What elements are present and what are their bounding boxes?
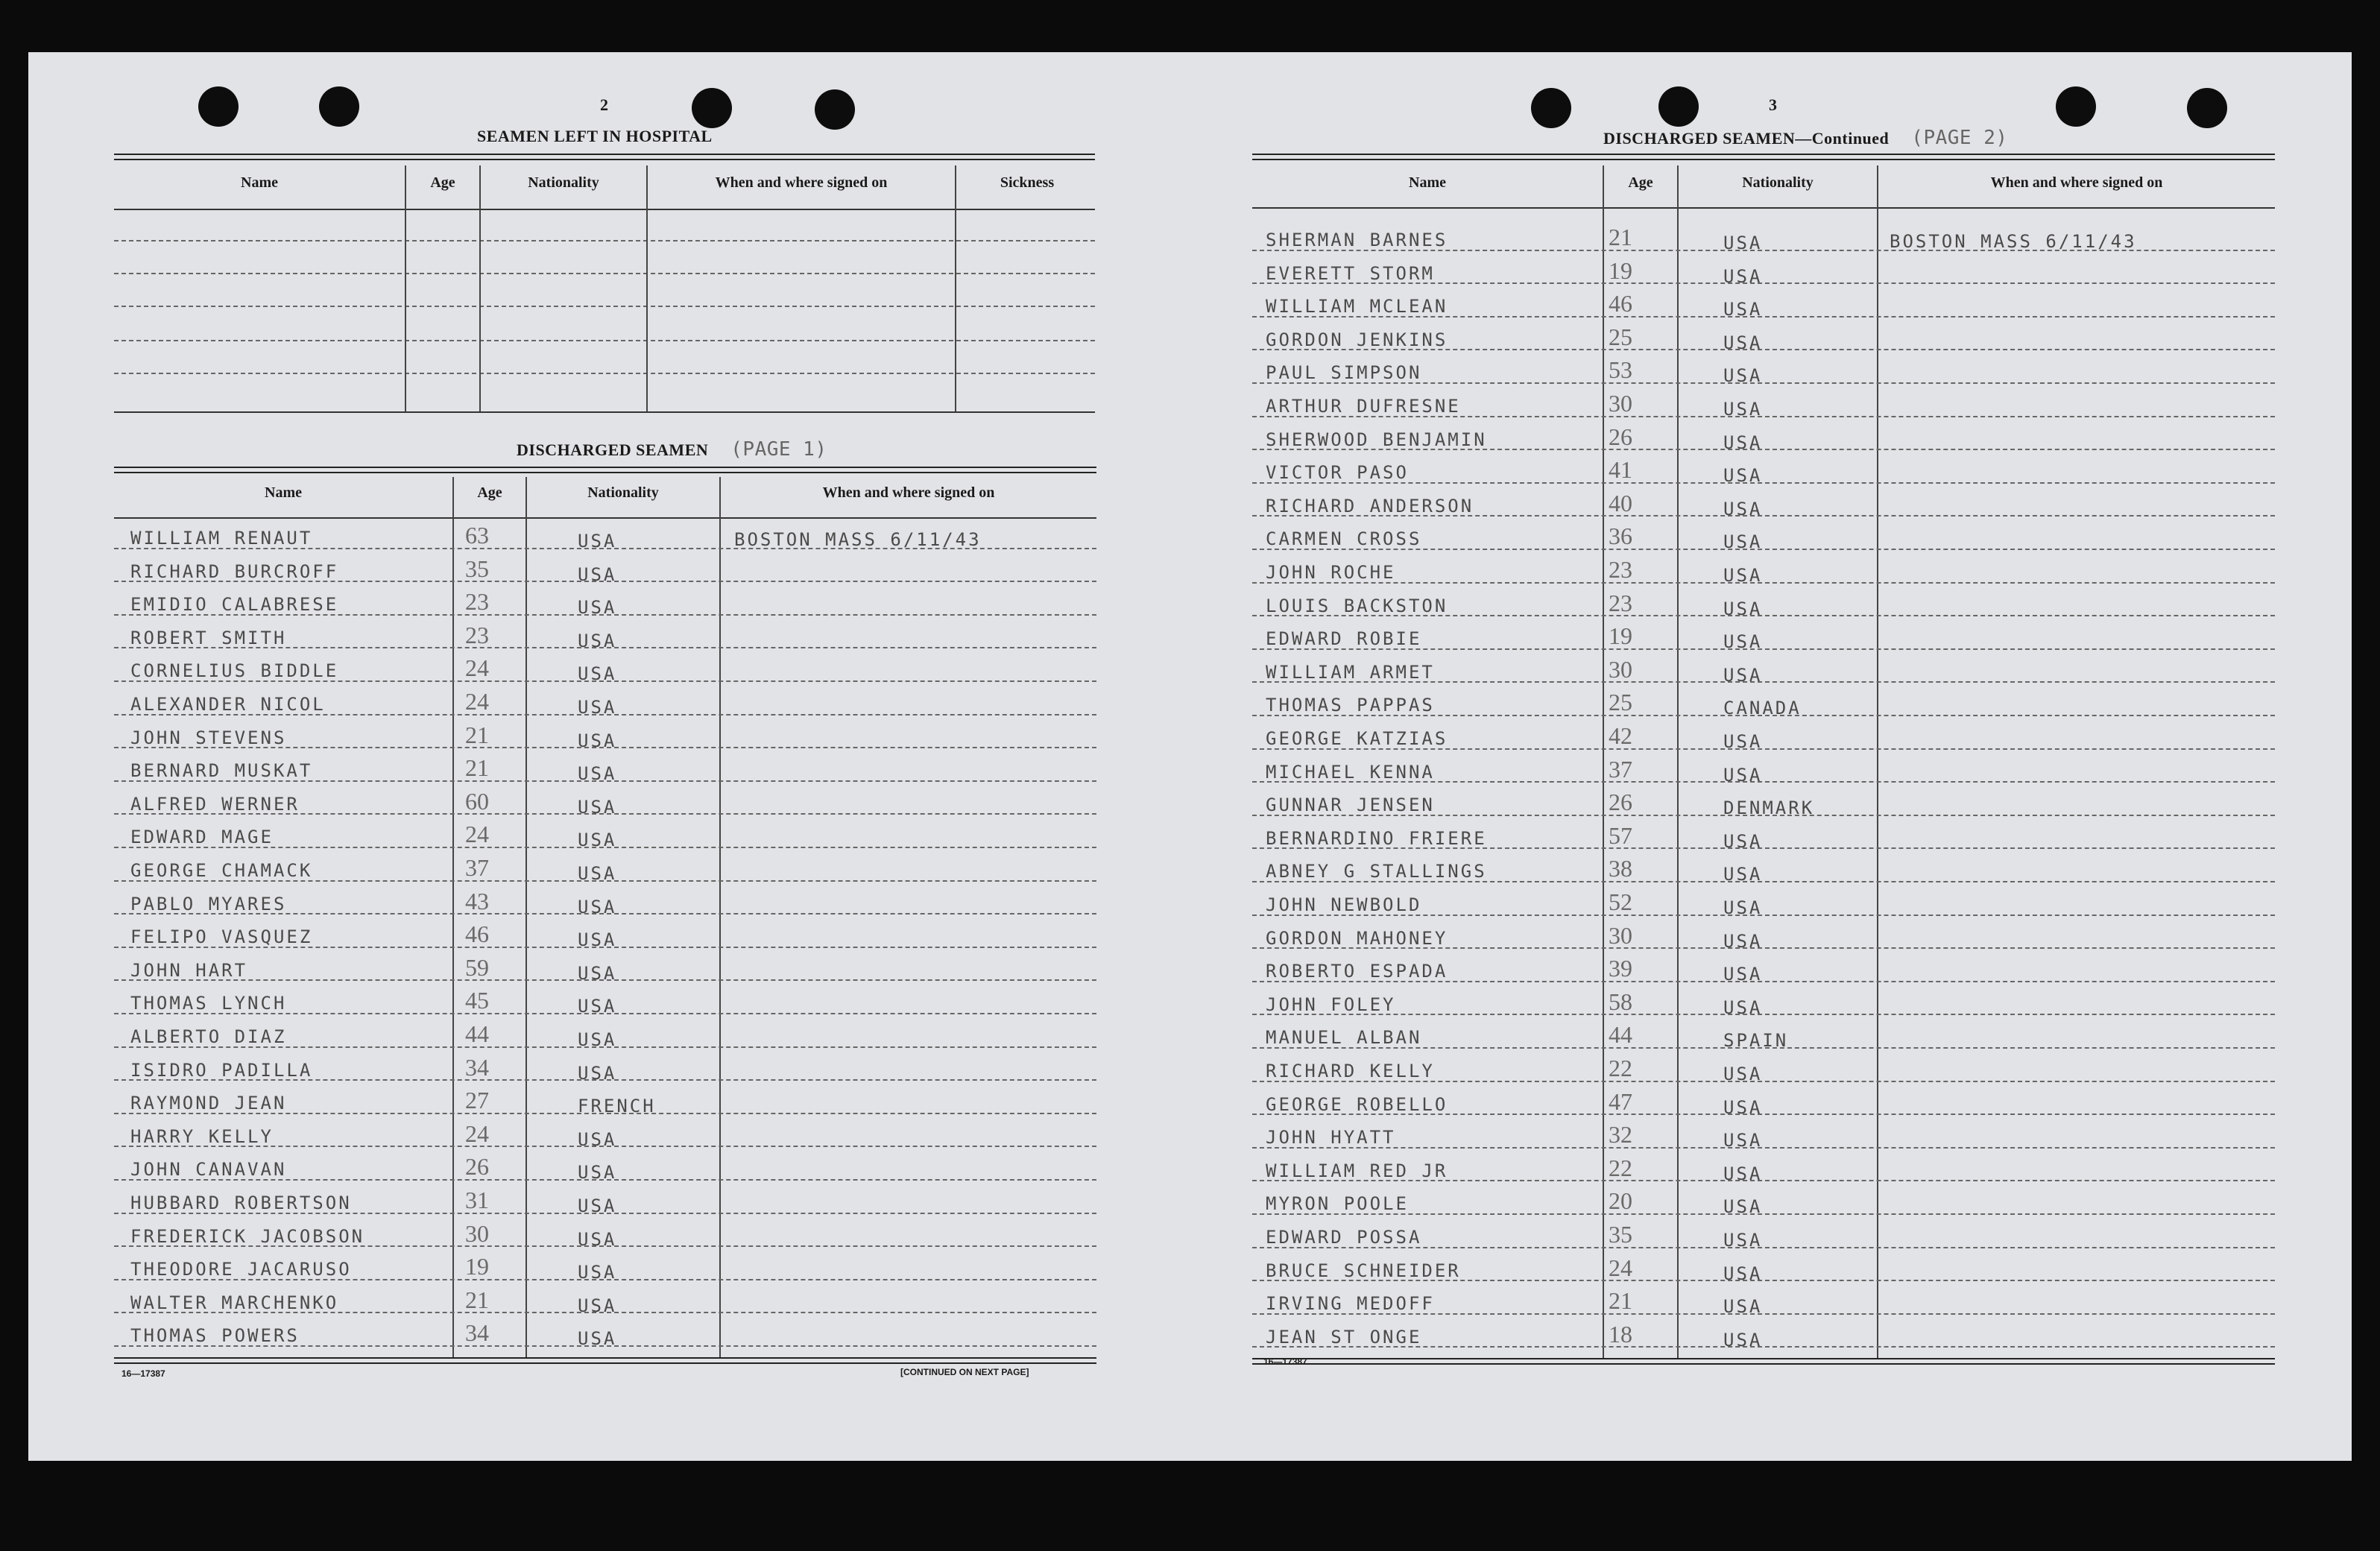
discharged-page2-nationality: USA bbox=[1723, 1296, 1763, 1318]
discharged-page1-nationality: USA bbox=[578, 763, 617, 785]
hospital-header-sickness: Sickness bbox=[1000, 174, 1055, 191]
discharged-page1-nationality: USA bbox=[578, 962, 617, 984]
discharged-page1-bottom-rule bbox=[114, 1357, 1096, 1364]
discharged-page1-nationality: USA bbox=[578, 531, 617, 552]
discharged-page1-age: 45 bbox=[465, 987, 489, 1014]
discharged-page2-age: 23 bbox=[1609, 556, 1632, 583]
hospital-top-rule bbox=[114, 154, 1095, 160]
discharged-page1-name: THOMAS POWERS bbox=[130, 1325, 300, 1347]
discharged-page2-nationality: USA bbox=[1723, 1196, 1763, 1218]
hospital-row-line bbox=[114, 273, 1095, 274]
left-page-number: 2 bbox=[600, 95, 608, 114]
hospital-section-title: SEAMEN LEFT IN HOSPITAL bbox=[477, 127, 713, 145]
discharged-page1-name: PABLO MYARES bbox=[130, 893, 287, 915]
discharged-page1-header-age: Age bbox=[477, 484, 502, 501]
discharged-page1-title bbox=[517, 438, 827, 461]
discharged-page2-top-rule bbox=[1252, 154, 2275, 160]
discharged-page1-nationality: USA bbox=[578, 830, 617, 851]
discharged-page2-nationality: CANADA bbox=[1723, 698, 1802, 719]
discharged-page2-nationality: USA bbox=[1723, 664, 1763, 686]
discharged-page1-name: JOHN STEVENS bbox=[130, 727, 287, 748]
discharged-page1-age: 31 bbox=[465, 1187, 489, 1213]
discharged-page2-age: 46 bbox=[1609, 290, 1632, 318]
discharged-page1-nationality: USA bbox=[578, 1295, 617, 1316]
page1-handwritten-note: (PAGE 1) bbox=[730, 438, 827, 461]
discharged-page1-age: 26 bbox=[465, 1153, 489, 1181]
discharged-page2-header-name: Name bbox=[1409, 174, 1446, 191]
discharged-page2-age: 40 bbox=[1609, 489, 1632, 517]
discharged-page2-header-rule bbox=[1252, 207, 2275, 209]
discharged-page1-nationality: USA bbox=[578, 597, 617, 619]
discharged-page2-name: CARMEN CROSS bbox=[1266, 528, 1422, 550]
discharged-page2-nationality: USA bbox=[1723, 964, 1763, 985]
punch-hole bbox=[198, 86, 239, 127]
discharged-page2-age: 22 bbox=[1609, 1154, 1632, 1181]
discharged-page2-nationality: USA bbox=[1723, 465, 1763, 487]
discharged-page1-name: FREDERICK JACOBSON bbox=[130, 1225, 365, 1247]
discharged-page1-age: 19 bbox=[465, 1253, 489, 1280]
hospital-header-signed-on: When and where signed on bbox=[715, 174, 888, 191]
discharged-page2-nationality: USA bbox=[1723, 897, 1763, 918]
discharged-page1-nationality: USA bbox=[578, 1062, 617, 1084]
discharged-page1-name: WILLIAM RENAUT bbox=[130, 528, 313, 549]
discharged-page2-age: 58 bbox=[1609, 988, 1632, 1015]
discharged-page1-name: GEORGE CHAMACK bbox=[130, 860, 313, 881]
discharged-page1-nationality: USA bbox=[578, 1195, 617, 1216]
discharged-page2-name: JOHN ROCHE bbox=[1266, 562, 1396, 583]
discharged-page2-signed-on: BOSTON MASS 6/11/43 bbox=[1890, 231, 2137, 252]
discharged-page2-age: 57 bbox=[1609, 821, 1632, 849]
hospital-header-nationality: Nationality bbox=[528, 174, 599, 191]
discharged-page2-nationality: USA bbox=[1723, 930, 1763, 952]
discharged-page1-name: WALTER MARCHENKO bbox=[130, 1292, 339, 1313]
discharged-page2-age: 42 bbox=[1609, 722, 1632, 749]
discharged-page2-header-nationality: Nationality bbox=[1742, 174, 1814, 191]
discharged-page2-age: 26 bbox=[1609, 423, 1632, 450]
discharged-page1-top-rule bbox=[114, 467, 1096, 473]
discharged-page1-age: 37 bbox=[465, 854, 489, 881]
discharged-page1-name: BERNARD MUSKAT bbox=[130, 760, 313, 782]
discharged-page2-name: MANUEL ALBAN bbox=[1266, 1027, 1422, 1049]
hospital-column-divider bbox=[479, 165, 481, 411]
discharged-page1-name: RICHARD BURCROFF bbox=[130, 560, 339, 582]
discharged-page1-age: 24 bbox=[465, 1119, 489, 1147]
discharged-page2-name: JOHN HYATT bbox=[1266, 1127, 1396, 1149]
discharged-page1-age: 34 bbox=[465, 1319, 489, 1347]
discharged-page1-nationality: USA bbox=[578, 663, 617, 685]
discharged-page2-name: JOHN FOLEY bbox=[1266, 994, 1396, 1015]
discharged-page1-age: 43 bbox=[465, 887, 489, 915]
discharged-page2-nationality: USA bbox=[1723, 1163, 1763, 1184]
discharged-page1-nationality: USA bbox=[578, 996, 617, 1017]
discharged-page2-name: GEORGE KATZIAS bbox=[1266, 728, 1448, 749]
discharged-page1-name: RAYMOND JEAN bbox=[130, 1093, 287, 1114]
discharged-page1-name: THEODORE JACARUSO bbox=[130, 1259, 352, 1280]
discharged-page2-age: 21 bbox=[1609, 1287, 1632, 1315]
discharged-page2-nationality: USA bbox=[1723, 1230, 1763, 1251]
discharged-page1-name: JOHN HART bbox=[130, 959, 248, 981]
discharged-page2-nationality: USA bbox=[1723, 1064, 1763, 1084]
discharged-page2-nationality: USA bbox=[1723, 764, 1763, 786]
discharged-page2-nationality: USA bbox=[1723, 498, 1763, 519]
discharged-page1-column-divider bbox=[719, 477, 721, 1357]
discharged-page2-name: RICHARD ANDERSON bbox=[1266, 495, 1474, 517]
discharged-page2-nationality: USA bbox=[1723, 365, 1763, 387]
discharged-page1-nationality: USA bbox=[578, 929, 617, 951]
discharged-page2-name: GORDON JENKINS bbox=[1266, 329, 1448, 350]
discharged-page2-nationality: USA bbox=[1723, 1263, 1763, 1284]
discharged-page2-age: 22 bbox=[1609, 1055, 1632, 1081]
discharged-page2-row-line bbox=[1252, 582, 2275, 584]
discharged-page1-age: 24 bbox=[465, 821, 489, 848]
discharged-page2-name: LOUIS BACKSTON bbox=[1266, 595, 1448, 616]
discharged-page2-age: 52 bbox=[1609, 888, 1632, 915]
discharged-page2-name: GORDON MAHONEY bbox=[1266, 927, 1448, 949]
discharged-page2-age: 44 bbox=[1609, 1021, 1632, 1049]
discharged-page2-nationality: USA bbox=[1723, 731, 1763, 752]
discharged-page2-age: 24 bbox=[1609, 1254, 1632, 1281]
discharged-page2-age: 47 bbox=[1609, 1087, 1632, 1115]
discharged-page2-name: ROBERTO ESPADA bbox=[1266, 961, 1448, 982]
discharged-page2-nationality: USA bbox=[1723, 1096, 1763, 1118]
discharged-page2-column-divider bbox=[1877, 165, 1878, 1358]
discharged-page1-header-rule bbox=[114, 517, 1096, 519]
discharged-page2-name: SHERMAN BARNES bbox=[1266, 230, 1448, 250]
discharged-page1-name: HUBBARD ROBERTSON bbox=[130, 1193, 352, 1213]
hospital-column-divider bbox=[405, 165, 406, 411]
discharged-page2-column-divider bbox=[1603, 165, 1604, 1358]
discharged-page2-name: WILLIAM ARMET bbox=[1266, 661, 1435, 683]
discharged-page2-nationality: USA bbox=[1723, 1130, 1763, 1152]
punch-hole bbox=[319, 86, 359, 127]
discharged-page1-nationality: USA bbox=[578, 1128, 617, 1150]
discharged-page2-age: 25 bbox=[1609, 689, 1632, 716]
discharged-page1-nationality: USA bbox=[578, 730, 617, 751]
hospital-header-age: Age bbox=[430, 174, 455, 191]
discharged-page1-age: 21 bbox=[465, 754, 489, 782]
discharged-page1-age: 60 bbox=[465, 787, 489, 815]
discharged-page2-age: 32 bbox=[1609, 1121, 1632, 1149]
discharged-page2-age: 41 bbox=[1609, 456, 1632, 484]
discharged-page1-name: ISIDRO PADILLA bbox=[130, 1059, 313, 1081]
discharged-page2-header-signed-on: When and where signed on bbox=[1990, 174, 2163, 191]
discharged-page2-nationality: USA bbox=[1723, 432, 1763, 453]
hospital-bottom-rule bbox=[114, 411, 1095, 413]
discharged-page2-nationality: USA bbox=[1723, 565, 1763, 586]
discharged-page2-age: 18 bbox=[1609, 1320, 1632, 1348]
punch-hole bbox=[2056, 86, 2096, 127]
discharged-page1-nationality: USA bbox=[578, 1162, 617, 1184]
discharged-page2-row-line bbox=[1252, 1147, 2275, 1149]
discharged-page2-nationality: DENMARK bbox=[1723, 797, 1815, 819]
discharged-page2-age: 39 bbox=[1609, 955, 1632, 982]
discharged-page1-name: EDWARD MAGE bbox=[130, 827, 274, 848]
hospital-row-line bbox=[114, 240, 1095, 241]
discharged-page1-nationality: USA bbox=[578, 796, 617, 818]
discharged-page2-name: ARTHUR DUFRESNE bbox=[1266, 396, 1461, 417]
discharged-page2-age: 20 bbox=[1609, 1187, 1632, 1215]
discharged-page2-age: 30 bbox=[1609, 390, 1632, 417]
discharged-page1-age: 24 bbox=[465, 654, 489, 682]
discharged-page1-age: 23 bbox=[465, 621, 489, 648]
punch-hole bbox=[692, 88, 732, 128]
discharged-page2-name: WILLIAM RED JR bbox=[1266, 1160, 1448, 1181]
discharged-page2-nationality: USA bbox=[1723, 864, 1763, 885]
discharged-page2-age: 19 bbox=[1609, 256, 1632, 284]
discharged-page1-title-text: DISCHARGED SEAMEN bbox=[517, 440, 709, 459]
discharged-page2-nationality: USA bbox=[1723, 531, 1763, 553]
discharged-page2-title-text: DISCHARGED SEAMEN—Continued bbox=[1603, 129, 1890, 148]
discharged-page2-name: VICTOR PASO bbox=[1266, 462, 1409, 484]
discharged-page2-age: 25 bbox=[1609, 323, 1632, 350]
discharged-page2-name: BRUCE SCHNEIDER bbox=[1266, 1260, 1461, 1281]
discharged-page2-nationality: USA bbox=[1723, 332, 1763, 353]
discharged-page2-age: 38 bbox=[1609, 855, 1632, 882]
discharged-page1-age: 35 bbox=[465, 555, 489, 582]
discharged-page2-name: IRVING MEDOFF bbox=[1266, 1293, 1435, 1315]
hospital-column-divider bbox=[646, 165, 648, 411]
hospital-row-line bbox=[114, 306, 1095, 307]
discharged-page2-name: WILLIAM MCLEAN bbox=[1266, 296, 1448, 318]
discharged-page1-header-name: Name bbox=[265, 484, 302, 501]
discharged-page1-age: 27 bbox=[465, 1087, 489, 1114]
discharged-page2-nationality: USA bbox=[1723, 233, 1763, 253]
discharged-page1-name: HARRY KELLY bbox=[130, 1125, 274, 1147]
discharged-page1-nationality: USA bbox=[578, 863, 617, 884]
discharged-page2-name: JEAN ST ONGE bbox=[1266, 1326, 1422, 1348]
punch-hole bbox=[2187, 88, 2227, 128]
discharged-page1-name: ROBERT SMITH bbox=[130, 627, 287, 648]
page2-handwritten-note: (PAGE 2) bbox=[1911, 127, 2008, 149]
discharged-page2-name: EDWARD POSSA bbox=[1266, 1227, 1422, 1248]
discharged-page1-name: FELIPO VASQUEZ bbox=[130, 926, 313, 948]
right-page-number: 3 bbox=[1769, 95, 1777, 114]
discharged-page2-name: PAUL SIMPSON bbox=[1266, 362, 1422, 384]
discharged-page2-age: 35 bbox=[1609, 1221, 1632, 1248]
discharged-page2-name: GEORGE ROBELLO bbox=[1266, 1093, 1448, 1115]
discharged-page1-age: 24 bbox=[465, 688, 489, 715]
discharged-page1-nationality: USA bbox=[578, 1029, 617, 1050]
left-form-number: 16—17387 bbox=[121, 1368, 165, 1379]
discharged-page1-name: THOMAS LYNCH bbox=[130, 993, 287, 1014]
discharged-page1-header-signed-on: When and where signed on bbox=[822, 484, 995, 501]
discharged-page1-nationality: FRENCH bbox=[578, 1096, 656, 1117]
discharged-page2-age: 23 bbox=[1609, 589, 1632, 616]
discharged-page1-name: CORNELIUS BIDDLE bbox=[130, 660, 339, 682]
discharged-page2-header-age: Age bbox=[1628, 174, 1653, 191]
discharged-page2-name: GUNNAR JENSEN bbox=[1266, 795, 1435, 816]
hospital-row-line bbox=[114, 373, 1095, 374]
document-sheet bbox=[28, 52, 2352, 1461]
discharged-page2-name: SHERWOOD BENJAMIN bbox=[1266, 429, 1487, 450]
discharged-page1-header-nationality: Nationality bbox=[587, 484, 659, 501]
discharged-page2-name: MICHAEL KENNA bbox=[1266, 761, 1435, 783]
punch-hole bbox=[1658, 86, 1699, 127]
discharged-page1-name: EMIDIO CALABRESE bbox=[130, 594, 339, 616]
discharged-page2-name: RICHARD KELLY bbox=[1266, 1061, 1435, 1081]
discharged-page1-age: 21 bbox=[465, 721, 489, 748]
discharged-page1-age: 63 bbox=[465, 522, 489, 549]
discharged-page1-age: 59 bbox=[465, 953, 489, 981]
discharged-page2-name: JOHN NEWBOLD bbox=[1266, 894, 1422, 915]
discharged-page2-nationality: SPAIN bbox=[1723, 1030, 1789, 1052]
discharged-page1-age: 21 bbox=[465, 1286, 489, 1313]
discharged-page2-age: 30 bbox=[1609, 921, 1632, 949]
discharged-page2-nationality: USA bbox=[1723, 598, 1763, 619]
discharged-page1-nationality: USA bbox=[578, 697, 617, 718]
discharged-page2-nationality: USA bbox=[1723, 399, 1763, 420]
discharged-page1-age: 34 bbox=[465, 1053, 489, 1081]
discharged-page1-nationality: USA bbox=[578, 630, 617, 651]
discharged-page1-column-divider bbox=[452, 477, 454, 1357]
discharged-page1-nationality: USA bbox=[578, 1328, 617, 1350]
discharged-page2-age: 53 bbox=[1609, 356, 1632, 384]
discharged-page2-age: 37 bbox=[1609, 755, 1632, 783]
discharged-page2-nationality: USA bbox=[1723, 1329, 1763, 1351]
discharged-page2-title bbox=[1603, 127, 2008, 149]
hospital-header-name: Name bbox=[241, 174, 278, 191]
discharged-page1-age: 23 bbox=[465, 588, 489, 616]
discharged-page2-name: THOMAS PAPPAS bbox=[1266, 695, 1435, 716]
discharged-page2-nationality: USA bbox=[1723, 265, 1763, 287]
discharged-page1-column-divider bbox=[525, 477, 527, 1357]
discharged-page2-age: 26 bbox=[1609, 789, 1632, 816]
discharged-page1-nationality: USA bbox=[578, 896, 617, 917]
discharged-page1-name: ALBERTO DIAZ bbox=[130, 1026, 287, 1047]
discharged-page2-name: MYRON POOLE bbox=[1266, 1193, 1409, 1215]
hospital-header-rule bbox=[114, 209, 1095, 210]
discharged-page2-age: 30 bbox=[1609, 655, 1632, 683]
continued-note: [CONTINUED ON NEXT PAGE] bbox=[900, 1367, 1029, 1377]
discharged-page2-name: EDWARD ROBIE bbox=[1266, 628, 1422, 650]
discharged-page1-nationality: USA bbox=[578, 563, 617, 585]
discharged-page1-age: 44 bbox=[465, 1020, 489, 1047]
discharged-page2-age: 21 bbox=[1609, 224, 1632, 250]
discharged-page2-name: ABNEY G STALLINGS bbox=[1266, 861, 1487, 882]
punch-hole bbox=[815, 89, 855, 130]
discharged-page1-name: JOHN CANAVAN bbox=[130, 1159, 287, 1181]
discharged-page1-signed-on: BOSTON MASS 6/11/43 bbox=[734, 529, 982, 550]
discharged-page2-age: 19 bbox=[1609, 622, 1632, 650]
discharged-page2-row-line bbox=[1252, 1014, 2275, 1015]
discharged-page1-age: 46 bbox=[465, 920, 489, 948]
right-form-number: 16—17387 bbox=[1263, 1356, 1307, 1367]
discharged-page1-nationality: USA bbox=[578, 1228, 617, 1250]
discharged-page2-nationality: USA bbox=[1723, 299, 1763, 320]
discharged-page1-name: ALFRED WERNER bbox=[130, 793, 300, 815]
discharged-page2-nationality: USA bbox=[1723, 996, 1763, 1018]
discharged-page2-nationality: USA bbox=[1723, 631, 1763, 653]
discharged-page1-name: ALEXANDER NICOL bbox=[130, 694, 326, 715]
discharged-page2-name: EVERETT STORM bbox=[1266, 262, 1435, 284]
discharged-page2-nationality: USA bbox=[1723, 830, 1763, 852]
discharged-page2-bottom-rule bbox=[1252, 1358, 2275, 1365]
discharged-page1-nationality: USA bbox=[578, 1262, 617, 1283]
discharged-page2-name: BERNARDINO FRIERE bbox=[1266, 827, 1487, 849]
hospital-row-line bbox=[114, 340, 1095, 341]
discharged-page2-age: 36 bbox=[1609, 522, 1632, 550]
discharged-page1-age: 30 bbox=[465, 1219, 489, 1247]
punch-hole bbox=[1531, 88, 1571, 128]
hospital-column-divider bbox=[955, 165, 956, 411]
discharged-page2-column-divider bbox=[1677, 165, 1679, 1358]
